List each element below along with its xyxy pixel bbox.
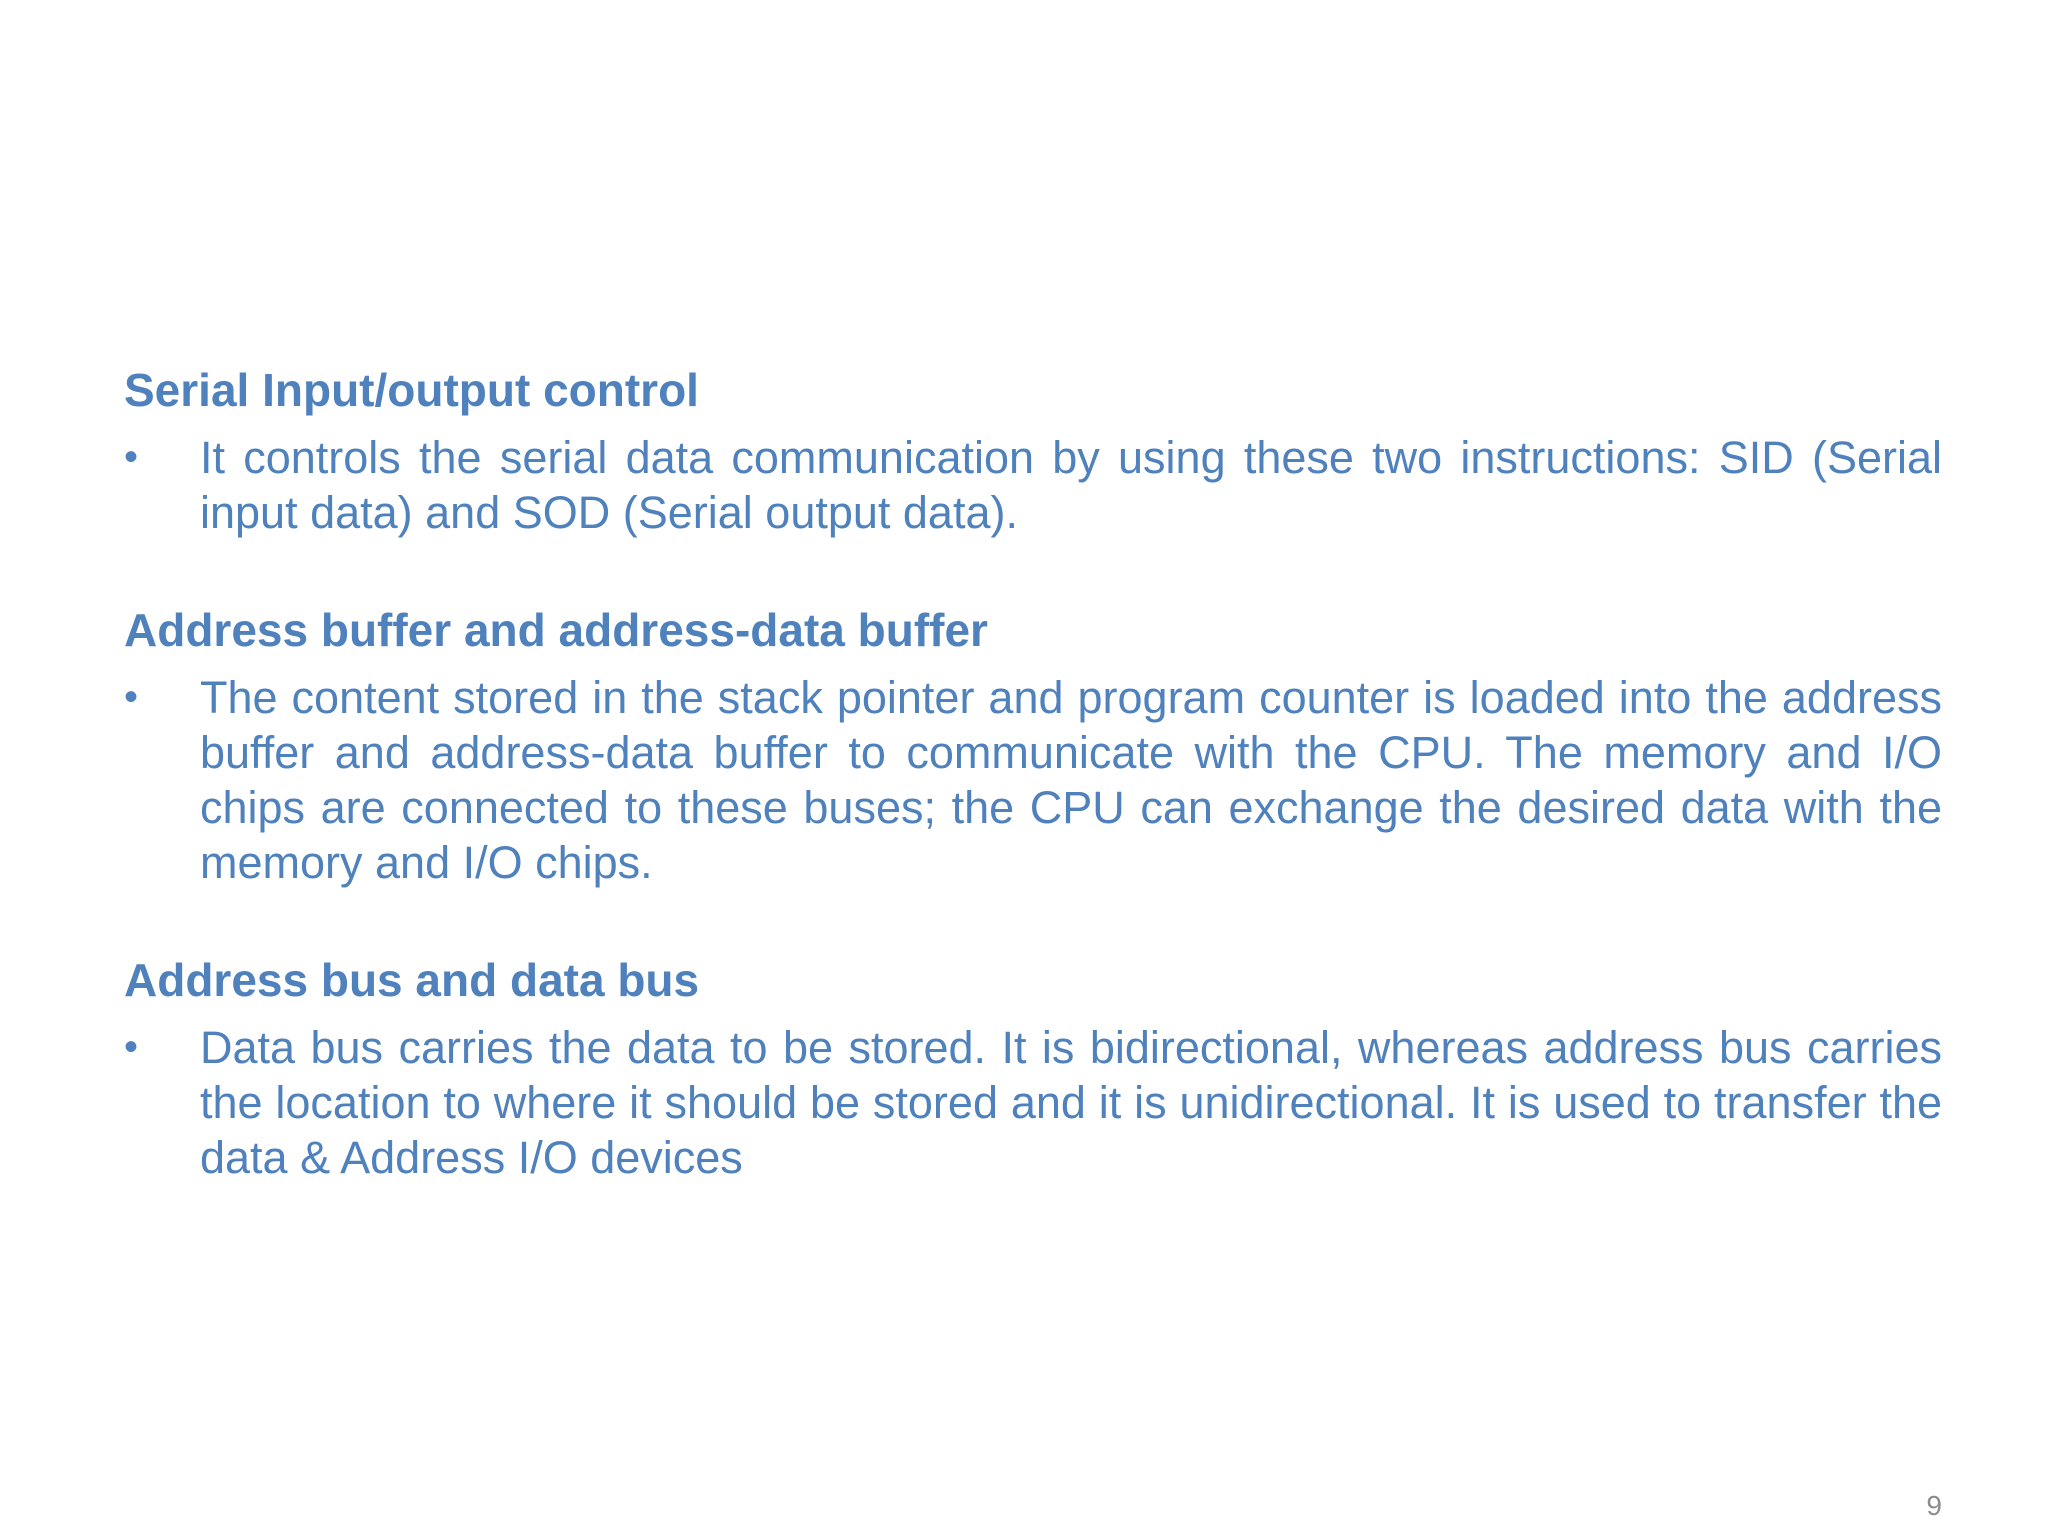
section-heading: Serial Input/output control (124, 364, 699, 416)
bullet-item (124, 670, 1942, 890)
section-heading: Address bus and data bus (124, 954, 700, 1006)
bullet-item (124, 1020, 1942, 1185)
bullet-icon: • (124, 675, 139, 719)
section-heading: Address buffer and address-data buffer (124, 604, 988, 656)
section-serial-io (124, 362, 1942, 540)
slide-content (124, 362, 1942, 1247)
bullet-text: The content stored in the stack pointer and program counter is loaded into the address buffer and address-data buffer to communicate with the CPU. The memory and I/O chips are connected to these buses; the CPU can exchange the desired data with the memory and I/O chips. (200, 672, 1942, 888)
bullet-icon: • (124, 435, 139, 479)
bullet-text: It controls the serial data communication by using these two instructions: SID (Serial input data) and SOD (Serial output data). (200, 432, 1942, 538)
bullet-item (124, 430, 1942, 540)
bullet-text: Data bus carries the data to be stored. It is bidirectional, whereas address bus carries the location to where it should be stored and it is unidirectional. It is used to transfer the data & Address I/O devices (200, 1022, 1942, 1183)
bullet-icon: • (124, 1025, 139, 1069)
section-address-data-bus (124, 952, 1942, 1185)
page-number: 9 (1926, 1490, 1942, 1521)
section-address-buffer (124, 602, 1942, 890)
